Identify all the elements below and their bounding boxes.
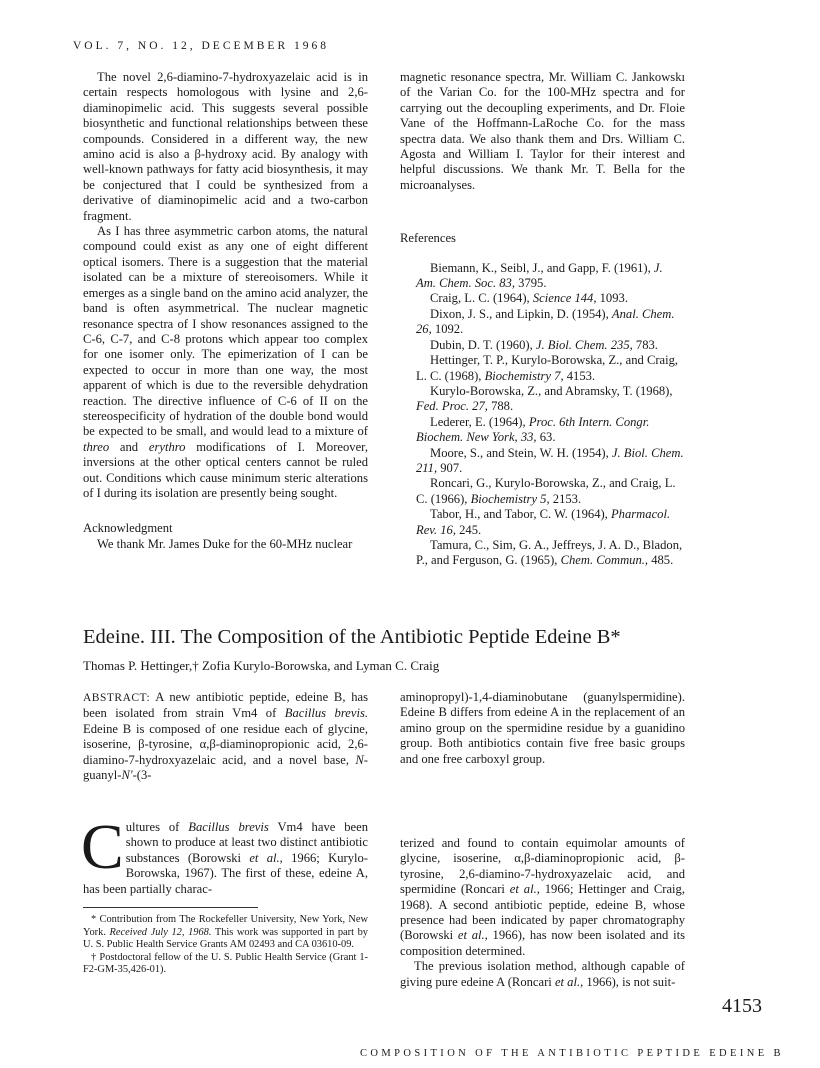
paragraph: The novel 2,6-diamino-7-hydroxyazelaic acid is in certain respects homologous with lysine and 2,6-diaminopimelic acid. This suggests several possible biosynthetic and functional relationships between these compounds. Considered in a different way, the new amino acid is also a β-hydroxy acid. By analogy with well-known pathways for fatty acid biosynthesis, it may be conjectured that I could be synthesized from a derivative of diaminopimelic acid and a two-carbon fragment. xyxy=(83,70,368,223)
reference-list xyxy=(400,261,685,569)
running-footer: COMPOSITION OF THE ANTIBIOTIC PEPTIDE EDEINE B xyxy=(360,1048,784,1059)
paragraph: We thank Mr. James Duke for the 60-MHz nuclear xyxy=(97,536,353,551)
reference-entry: Tamura, C., Sim, G. A., Jeffreys, J. A. D., Bladon, P., and Ferguson, G. (1965), Chem. Commun., 485. xyxy=(416,537,683,568)
right-column xyxy=(400,70,685,569)
drop-cap: C xyxy=(81,811,124,882)
reference-entry: Dixon, J. S., and Lipkin, D. (1954), Anal. Chem. 26, 1092. xyxy=(416,306,675,337)
paragraph: terized and found to contain equimolar amounts of glycine, isoserine, α,β-diaminopropionic acid, β-tyrosine, 2,6-diamino-7-hydroxyazelaic acid, and spermidine (Roncari et al., 1966; Hettinger and Craig, 1968). A second antibiotic peptide, edeine B, whose presence had been indicated by paper chromatography (Borowski et al., 1966), has now been isolated and its composition determined. xyxy=(400,836,685,958)
reference-entry: Roncari, G., Kurylo-Borowska, Z., and Craig, L. C. (1966), Biochemistry 5, 2153. xyxy=(416,476,676,506)
reference-entry: Tabor, H., and Tabor, C. W. (1964), Pharmacol. Rev. 16, 245. xyxy=(416,507,671,537)
author-list: Thomas P. Hettinger,† Zofia Kurylo-Borowska, and Lyman C. Craig xyxy=(83,658,440,673)
reference-entry: Moore, S., and Stein, W. H. (1954), J. Biol. Chem. 211, 907. xyxy=(416,445,684,475)
reference-entry: Dubin, D. T. (1960), J. Biol. Chem. 235, 783. xyxy=(430,337,658,352)
section-heading-acknowledgment: Acknowledgment xyxy=(83,521,173,536)
page-number: 4153 xyxy=(722,995,762,1017)
paragraph: As I has three asymmetric carbon atoms, the natural compound could exist as any one of eight different optical isomers. There is a suggestion that the material isolated can be a mixture of stereoisomers. While it emerges as a single band on the amino acid analyzer, the band is often asymmetrical. The nuclear magnetic resonance spectra of I show resonances assigned to the C-6, C-7, and C-8 protons which appear too complex for one isomer only. The epimerization of I can be expected to occur in more than one way, the most apparent of which is due to the reversible dehydration reaction. The directive influence of C-6 of II on the stereospecificity of hydration of the double bond would be expected to be small, and would lead to a mixture of threo and erythro modifications of I. Moreover, inversions at the other optical centers cannot be ruled out. Conditions which cause minimum steric alterations of I during its isolation are presently being sought. xyxy=(83,224,368,500)
abstract: ABSTRACT: A new antibiotic peptide, edeine B, has been isolated from strain Vm4 of Bacillus brevis. Edeine B is composed of one residue each of glycine, isoserine, β-tyrosine, α,β-diaminopropionic acid, 2,6-diamino-7-hydroxyazelaic acid, and a novel base, N-guanyl-N'-(3- xyxy=(83,690,368,783)
article-title: Edeine. III. The Composition of the Antibiotic Peptide Edeine B* xyxy=(83,626,621,648)
abstract-label: ABSTRACT: xyxy=(83,692,151,704)
footnotes xyxy=(83,914,368,977)
footnote-rule xyxy=(83,907,258,908)
reference-entry: Hettinger, T. P., Kurylo-Borowska, Z., and Craig, L. C. (1968), Biochemistry 7, 4153. xyxy=(416,353,679,383)
paragraph: The previous isolation method, although capable of giving pure edeine A (Roncari et al., 1966), is not suit- xyxy=(400,959,685,989)
reference-entry: Lederer, E. (1964), Proc. 6th Intern. Congr. Biochem. New York, 33, 63. xyxy=(416,414,650,445)
footnote: † Postdoctoral fellow of the U. S. Public Health Service (Grant 1-F2-GM-35,426-01). xyxy=(83,951,368,976)
paragraph: magnetic resonance spectra, Mr. William C. Jankowskı of the Varian Co. for the 100-MHz spectra and for carrying out the decoupling experiments, and Dr. Floie Vane of the Hoffmann-LaRoche Co. for the mass spectra data. We also thank them and Drs. William C. Agosta and William I. Taylor for their interest and helpful discussions. We thank Mr. T. Bella for the microanalyses. xyxy=(400,70,685,192)
left-column xyxy=(83,70,368,552)
reference-entry: Biemann, K., Seibl, J., and Gapp, F. (1961), J. Am. Chem. Soc. 83, 3795. xyxy=(416,260,663,291)
intro-right-column xyxy=(400,836,685,990)
reference-entry: Kurylo-Borowska, Z., and Abramsky, T. (1968), Fed. Proc. 27, 788. xyxy=(416,383,673,414)
abstract-continued: aminopropyl)-1,4-diaminobutane (guanylspermidine). Edeine B differs from edeine A in the replacement of an amino group on the spermidine residue by a guanidino group. Both antibiotics contain five free basic groups and one free carboxyl group. xyxy=(400,690,685,766)
section-heading-references: References xyxy=(400,231,456,246)
reference-entry: Craig, L. C. (1964), Science 144, 1093. xyxy=(430,291,628,306)
running-head: VOL. 7, NO. 12, DECEMBER 1968 xyxy=(73,40,329,52)
intro-left-column: Cultures of Bacillus brevis Vm4 have been shown to produce at least two distinct antibiotic substances (Borowski et al., 1966; Kurylo-Borowska, 1967). The first of these, edeine A, has been partially charac- * Contribution from The Rockefeller University, New York, New York. Received July 12, 1968. This work was supported in part by U. S. Public Health Service Grants AM 02493 and CA 03610-09. † Postdoctoral fellow of the U. S. Public Health Service (Grant 1-F2-GM-35,426-01). xyxy=(81,811,369,976)
footnote: * Contribution from The Rockefeller University, New York, New York. Received July 12, 1968. This work was supported in part by U. S. Public Health Service Grants AM 02493 and CA 03610-09. xyxy=(83,914,368,951)
